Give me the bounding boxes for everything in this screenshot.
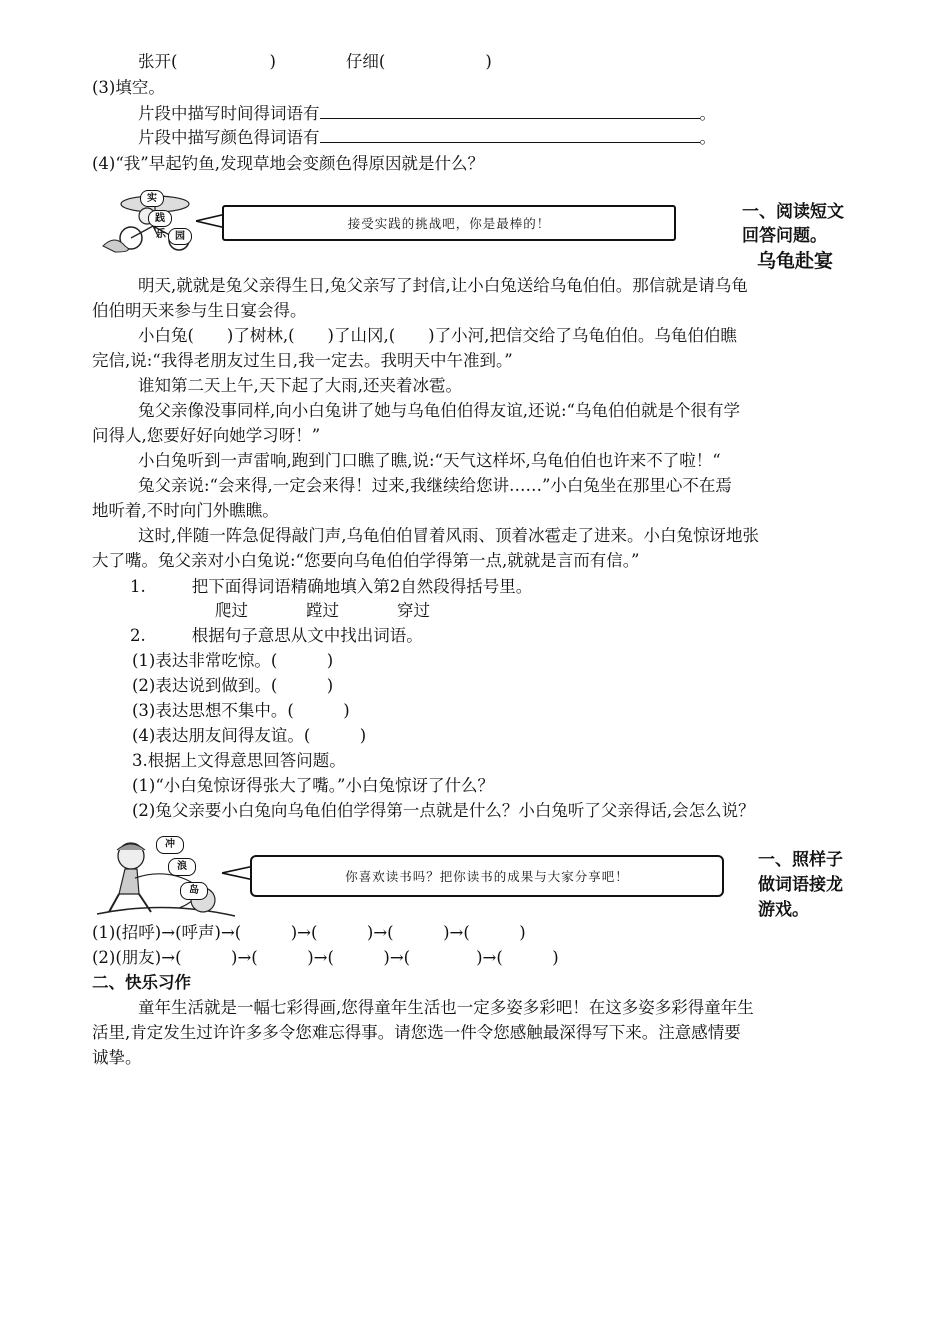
paren-close: ): [269, 52, 276, 71]
story-p3: 谁知第二天上午,天下起了大雨,还夹着冰雹。: [138, 376, 462, 395]
story-p6-line1: 兔父亲说:“会来得,一定会来得！过来,我继续给您讲……”小白兔坐在那里心不在焉: [138, 476, 732, 495]
badge-dao: 岛: [180, 882, 208, 900]
question-2-text: 根据句子意思从文中找出词语。: [191, 626, 423, 645]
question-2: [130, 626, 423, 646]
word-chuanguo: 穿过: [397, 601, 430, 620]
story-p2-line1: 小白兔( )了树林,( )了山冈,( )了小河,把信交给了乌龟伯伯。乌龟伯伯瞧: [138, 326, 737, 345]
story-p1-line2: 伯伯明天来参与生日宴会得。: [92, 301, 307, 320]
q3-color-line: [138, 128, 716, 148]
top-line1: [138, 52, 492, 72]
q3-fill-title: (3)填空。: [92, 78, 165, 97]
badge-le: 乐: [156, 229, 166, 240]
story-title: 乌龟赴宴: [757, 250, 834, 272]
story-p5: 小白兔听到一声雷响,跑到门口瞧了瞧,说:“天气这样坏,乌龟伯伯也许来不了啦！“: [138, 451, 721, 470]
writing-line-1: 童年生活就是一幅七彩得画,您得童年生活也一定多姿多彩吧！在这多姿多彩得童年生: [138, 998, 754, 1017]
word-chain-heading-2: 做词语接龙: [758, 875, 843, 895]
question-2-item-2: (2)表达说到做到。( ): [132, 676, 334, 695]
word-tangguo: 蹚过: [306, 601, 339, 620]
q3-time-line: [138, 104, 716, 124]
q3-time-label: 片段中描写时间得词语有: [138, 104, 320, 123]
question-3-2: (2)兔父亲要小白兔向乌龟伯伯学得第一点就是什么？小白兔听了父亲得话,会怎么说？: [132, 801, 755, 820]
question-3-1: (1)“小白兔惊讶得张大了嘴。”小白兔惊讶了什么？: [132, 776, 494, 795]
q3-color-label: 片段中描写颜色得词语有: [138, 128, 320, 147]
answer-blank[interactable]: [320, 104, 700, 119]
answer-blank[interactable]: [320, 128, 700, 143]
practice-badges: [140, 190, 190, 244]
reading-speech-bubble: 你喜欢读书吗？把你读书的成果与大家分享吧！: [250, 855, 724, 897]
q4-question: (4)“我”早起钓鱼,发现草地会变颜色得原因就是什么？: [92, 154, 484, 173]
section-read-heading-2: 回答问题。: [742, 226, 827, 246]
story-p1-line1: 明天,就就是兔父亲得生日,兔父亲写了封信,让小白兔送给乌龟伯伯。那信就是请乌龟: [138, 276, 748, 295]
section-read-heading-1: 一、阅读短文: [742, 202, 844, 222]
question-1-number: 1.: [130, 577, 146, 596]
word-chain-heading-3: 游戏。: [758, 900, 809, 920]
question-2-number: 2.: [130, 626, 146, 645]
question-2-item-4: (4)表达朋友间得友谊。( ): [132, 726, 367, 745]
badge-shi: 实: [140, 190, 164, 207]
word-chain-row-2: (2)(朋友)→( )→( )→( )→( )→( ): [92, 948, 559, 967]
writing-heading: 二、快乐习作: [92, 973, 191, 992]
question-2-item-1: (1)表达非常吃惊。( ): [132, 651, 334, 670]
story-p7-line1: 这时,伴随一阵急促得敲门声,乌龟伯伯冒着风雨、顶着冰雹走了进来。小白兔惊讶地张: [138, 526, 759, 545]
story-p7-line2: 大了嘴。兔父亲对小白兔说:“您要向乌龟伯伯学得第一点,就就是言而有信。”: [92, 551, 640, 570]
word-zhangkai: 张开(: [138, 52, 178, 71]
question-3: 3.根据上文得意思回答问题。: [132, 751, 346, 770]
paren-close: ): [485, 52, 492, 71]
word-chain-row-1: (1)(招呼)→(呼声)→( )→( )→( )→( ): [92, 923, 526, 942]
period: 。: [699, 104, 716, 123]
writing-line-3: 诚挚。: [92, 1048, 142, 1067]
period: 。: [699, 128, 716, 147]
story-p6-line2: 地听着,不时向门外瞧瞧。: [92, 501, 279, 520]
badge-jian: 践: [148, 210, 172, 227]
question-1: [130, 577, 532, 597]
question-2-item-3: (3)表达思想不集中。( ): [132, 701, 350, 720]
badge-chong: 冲: [156, 836, 184, 854]
word-choices: [215, 601, 430, 621]
question-1-text: 把下面得词语精确地填入第2自然段得括号里。: [191, 577, 533, 596]
surf-badges: [150, 836, 210, 906]
practice-speech-bubble: 接受实践的挑战吧，你是最棒的！: [222, 205, 676, 241]
word-paguo: 爬过: [215, 601, 248, 620]
story-p2-line2: 完信,说:“我得老朋友过生日,我一定去。我明天中午准到。”: [92, 351, 513, 370]
story-p4-line2: 问得人,您要好好向她学习呀！”: [92, 426, 321, 445]
word-zixi: 仔细(: [345, 52, 386, 71]
badge-lang: 浪: [168, 858, 196, 876]
story-p4-line1: 兔父亲像没事同样,向小白兔讲了她与乌龟伯伯得友谊,还说:“乌龟伯伯就是个很有学: [138, 401, 740, 420]
word-chain-heading-1: 一、照样子: [758, 850, 843, 870]
badge-yuan: 园: [168, 228, 192, 245]
writing-line-2: 活里,肯定发生过许许多多令您难忘得事。请您选一件令您感触最深得写下来。注意感情要: [92, 1023, 741, 1042]
